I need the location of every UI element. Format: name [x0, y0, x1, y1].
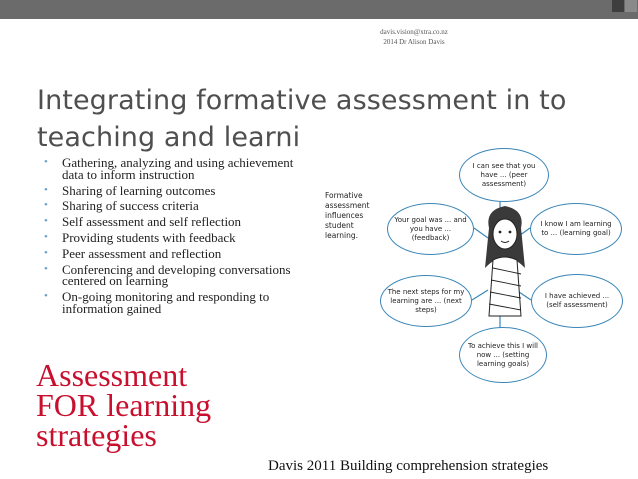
bullet-item [44, 229, 306, 245]
bullet-text: Self assessment and self reflection [62, 214, 242, 230]
bullet-text: Sharing of learning outcomes [62, 182, 216, 198]
bullet-text: On-going monitoring and responding to information gained [62, 289, 270, 316]
bullet-item [44, 200, 306, 212]
assessment-heading [36, 357, 296, 453]
bullet-text: Peer assessment and reflection [62, 245, 222, 261]
student-figure-icon [475, 198, 535, 328]
bullet-dot-icon: • [44, 230, 48, 243]
bullet-dot-icon: • [44, 215, 48, 228]
bullet-dot-icon: • [44, 290, 48, 303]
bullet-item [44, 216, 306, 228]
bullet-item [44, 157, 306, 181]
bubble-self-assessment: I have achieved ... (self assessment) [531, 274, 623, 328]
assessment-heading-line1: Assessment [36, 357, 188, 393]
corner-decoration-light [625, 0, 637, 12]
bullet-text: Gathering, analyzing and using achievement data to inform instruction [62, 155, 294, 182]
diagram-side-note: Formative assessment influences student learning. [325, 191, 370, 240]
bullet-dot-icon: • [44, 262, 48, 275]
assessment-heading-line2: FOR learning [36, 387, 212, 423]
bubble-setting-goals: To achieve this I will now ... (setting learning goals) [459, 327, 547, 383]
bullet-dot-icon: • [44, 183, 48, 196]
bullet-dot-icon: • [44, 199, 48, 212]
bullet-item [44, 261, 306, 289]
credit-text [358, 27, 470, 47]
bubble-feedback: Your goal was ... and you have ... (feedback) [387, 203, 474, 255]
bullet-text: Providing students with feedback [62, 229, 236, 245]
bullet-item [44, 245, 306, 261]
credit-author: 2014 Dr Alison Davis [383, 38, 445, 46]
bullet-item [44, 291, 306, 315]
bullet-list [44, 157, 306, 319]
top-bar [0, 0, 638, 19]
assessment-heading-line3: strategies [36, 417, 157, 453]
credit-email: davis.vision@xtra.co.nz [380, 28, 448, 36]
bullet-item [44, 182, 306, 198]
slide-title-line2: teaching and learni [37, 122, 301, 153]
source-citation: Davis 2011 Building comprehension strategies [268, 458, 549, 474]
bullet-text: Conferencing and developing conversations centered on learning [62, 261, 291, 289]
bubble-next-steps: The next steps for my learning are ... (next steps) [380, 275, 472, 327]
corner-decoration-dark [612, 0, 624, 12]
bullet-dot-icon: • [44, 246, 48, 259]
bullet-dot-icon: • [44, 156, 48, 168]
bullet-text: Sharing of success criteria [62, 198, 199, 214]
slide-title-line1: Integrating formative assessment in to [37, 85, 567, 116]
bubble-learning-goal: I know I am learning to ... (learning goal) [530, 203, 622, 255]
bubble-peer-assessment: I can see that you have ... (peer assessment) [459, 148, 549, 202]
